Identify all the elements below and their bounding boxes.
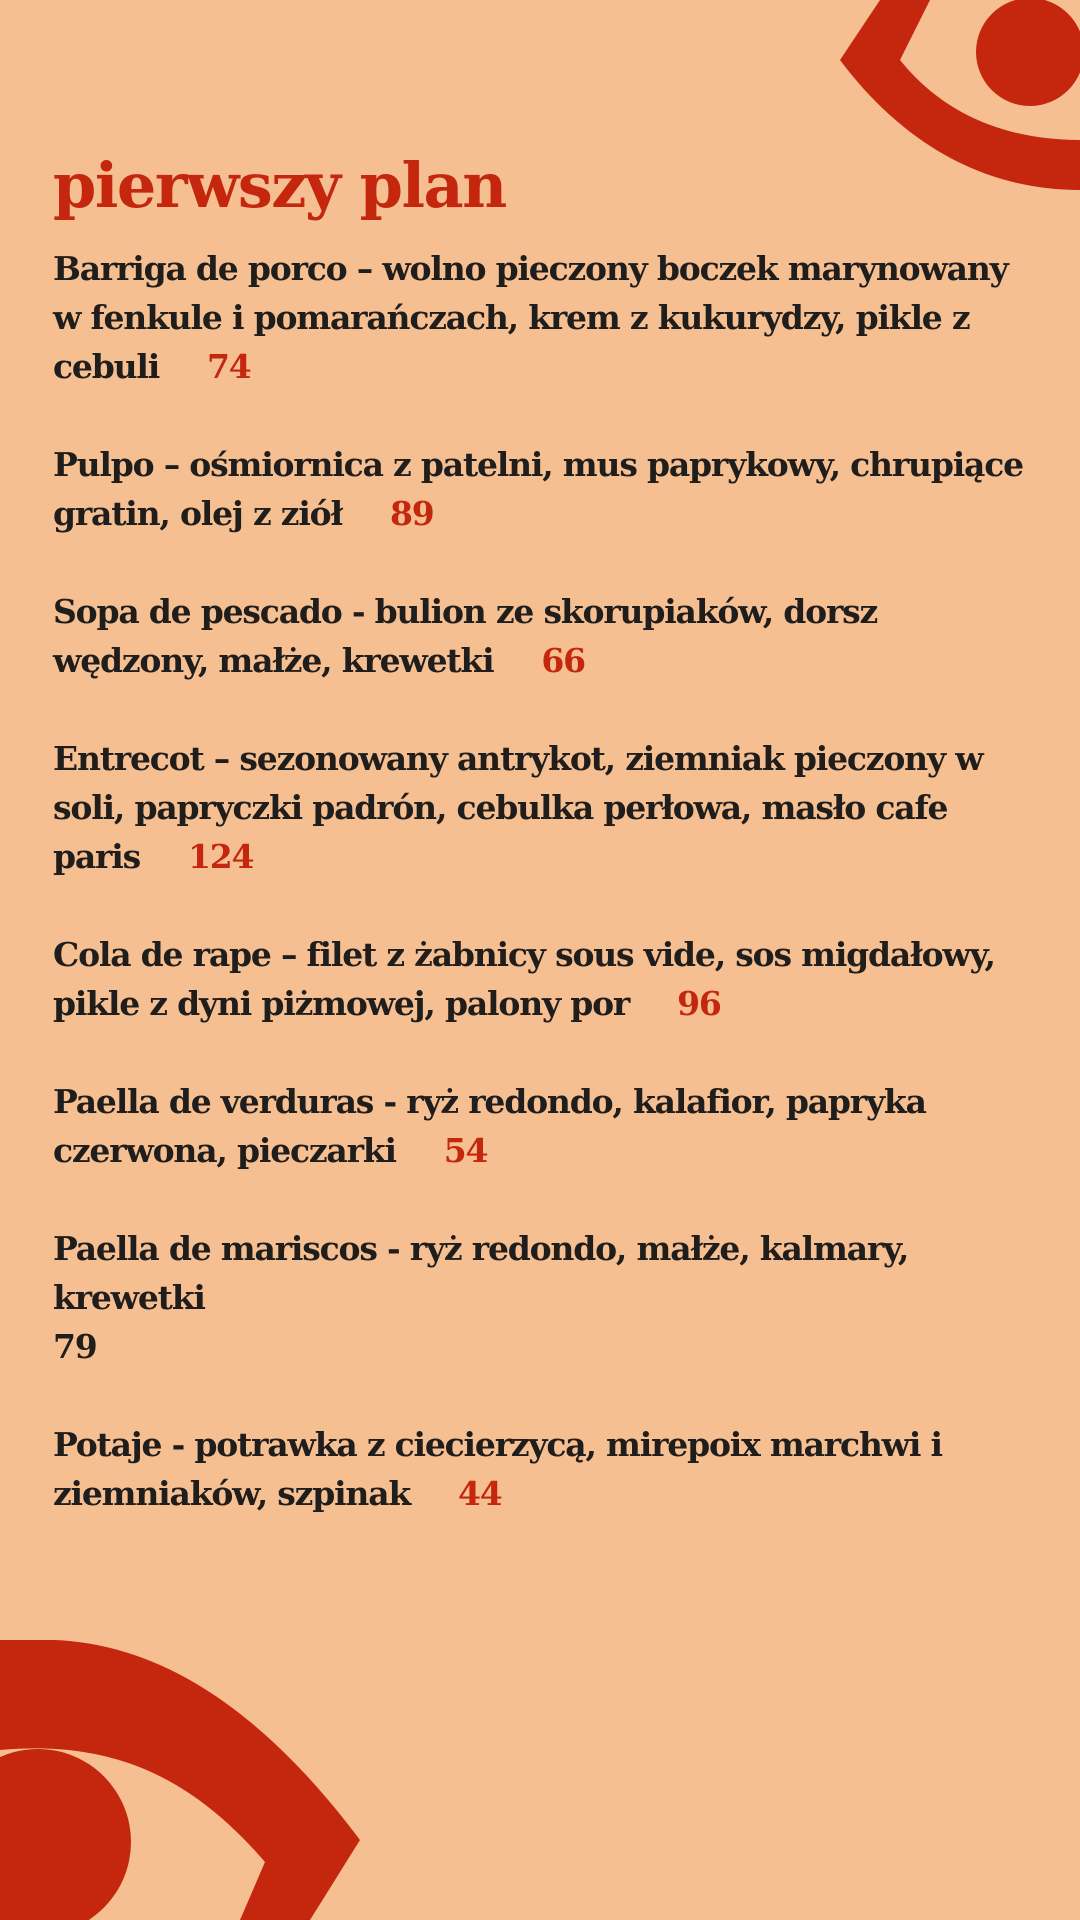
eye-icon xyxy=(0,1640,370,1920)
menu-item-price: 96 xyxy=(677,984,721,1023)
menu-item xyxy=(53,734,1033,881)
menu-item-price: 89 xyxy=(389,494,434,533)
menu-item xyxy=(53,1420,1033,1518)
menu-item-description: Cola de rape – filet z żabnicy sous vide, sos migdałowy, pikle z dyni piżmowej, palony por xyxy=(53,935,995,1023)
menu-item-price: 54 xyxy=(443,1131,488,1170)
menu-item-list xyxy=(53,244,1033,1518)
eye-pupil-shape xyxy=(0,1749,131,1920)
menu-item xyxy=(53,1224,1033,1371)
eye-pupil-shape xyxy=(976,0,1080,106)
menu-item-description: Entrecot – sezonowany antrykot, ziemniak pieczony w soli, papryczki padrón, cebulka perłowa, masło cafe paris xyxy=(53,739,983,876)
section-title: pierwszy plan xyxy=(53,149,506,222)
menu-item-price: 66 xyxy=(541,641,585,680)
menu-item xyxy=(53,244,1033,391)
menu-item-price: 74 xyxy=(207,347,251,386)
menu-item-price: 44 xyxy=(458,1474,502,1513)
menu-item-description: Paella de mariscos - ryż redondo, małże, kalmary, krewetki xyxy=(53,1229,909,1317)
menu-item-description: Potaje - potrawka z ciecierzycą, mirepoix marchwi i ziemniaków, szpinak xyxy=(53,1425,942,1513)
menu-item xyxy=(53,1077,1033,1175)
menu-item-description: Sopa de pescado - bulion ze skorupiaków, dorsz wędzony, małże, krewetki xyxy=(53,592,878,680)
menu-item-price: 79 xyxy=(53,1327,97,1366)
menu-section xyxy=(53,148,1033,1567)
menu-item xyxy=(53,930,1033,1028)
menu-item xyxy=(53,440,1033,538)
menu-item-description: Pulpo – ośmiornica z patelni, mus paprykowy, chrupiące gratin, olej z ziół xyxy=(53,445,1023,533)
menu-item xyxy=(53,587,1033,685)
menu-item-price: 124 xyxy=(187,837,254,876)
menu-item-description: Paella de verduras - ryż redondo, kalafior, papryka czerwona, pieczarki xyxy=(53,1082,926,1170)
menu-item-description: Barriga de porco – wolno pieczony boczek marynowany w fenkule i pomarańczach, krem z kukurydzy, pikle z cebuli xyxy=(53,249,1008,386)
